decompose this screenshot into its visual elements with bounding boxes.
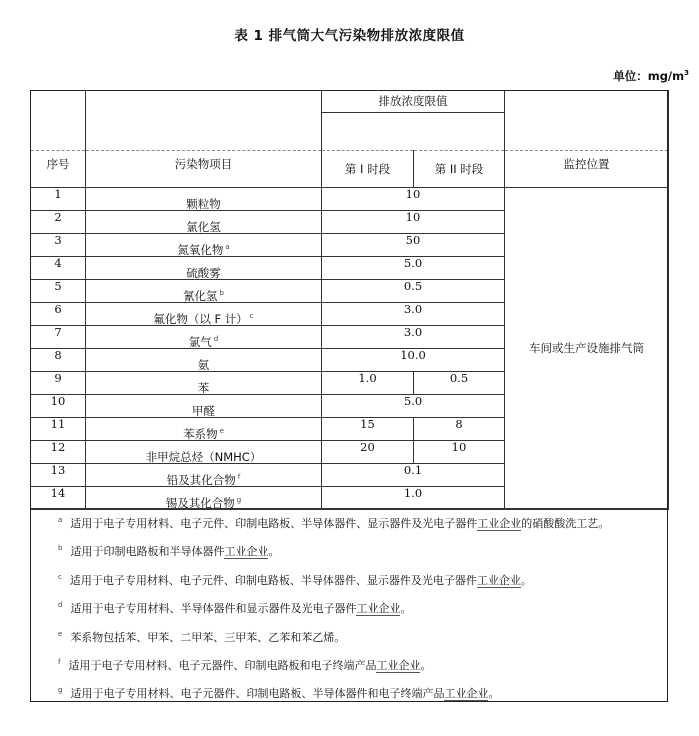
- row-pollutant-text: 氰化氢: [183, 288, 218, 303]
- footnote-tail: 。: [420, 659, 432, 672]
- row-limit-text: 8: [455, 416, 463, 431]
- footnote-mark: c: [58, 573, 62, 582]
- row-limit-text: 10: [451, 439, 467, 454]
- footnote-underlined: 工业企业: [356, 602, 401, 615]
- row-limit-text: 3.0: [403, 324, 423, 339]
- header-pollutant-text: 污染物项目: [174, 156, 233, 171]
- row-serial-text: 8: [54, 347, 62, 362]
- header-limit: 排放浓度限值: [322, 91, 505, 113]
- footnote-mark: c: [249, 311, 254, 320]
- footnote-mark: g: [236, 495, 242, 504]
- footnote-underlined: 工业企业: [476, 574, 521, 587]
- row-limit-text: 0.5: [403, 278, 423, 293]
- footnote-tail: 。: [400, 602, 412, 615]
- row-pollutant-text: 非甲烷总烃（NMHC）: [145, 449, 262, 464]
- footnote-mark: f: [58, 658, 61, 667]
- footnote-mark: b: [219, 288, 224, 297]
- footnote-mark: d: [58, 601, 63, 610]
- footnote-mark: d: [213, 334, 219, 343]
- row-serial-text: 7: [54, 324, 62, 339]
- header-period-1: 第 I 时段: [322, 151, 414, 188]
- row-pollutant-text: 苯系物: [183, 426, 218, 441]
- row-limit-text: 3.0: [403, 301, 423, 316]
- row-pollutant-text: 锡及其化合物: [165, 495, 235, 510]
- row-limit-text: 15: [360, 416, 375, 431]
- row-limit-text: 1.0: [403, 485, 423, 500]
- row-serial-text: 10: [50, 393, 66, 408]
- unit-text: 单位：mg/m: [613, 69, 685, 83]
- row-serial-text: 11: [50, 416, 66, 431]
- footnote-text: 适用于印制电路板和半导体器件: [70, 545, 225, 558]
- footnote-tail: 的硝酸酸洗工艺。: [521, 517, 610, 530]
- row-limit-text: 0.1: [403, 462, 423, 477]
- footnote-underlined: 工业企业: [477, 517, 522, 530]
- footnote-tail: 。: [488, 687, 500, 700]
- footnote-underlined: 工业企业: [376, 659, 421, 672]
- unit-power: 3: [684, 69, 689, 78]
- row-limit-text: 0.5: [449, 370, 469, 385]
- row-serial-text: 1: [54, 186, 62, 201]
- table-title: 表 1 排气筒大气污染物排放浓度限值: [234, 28, 465, 44]
- footnote-mark: g: [58, 686, 63, 695]
- footnote-text: 适用于电子专用材料、电子元件、印制电路板、半导体器件、显示器件及光电子器件: [70, 517, 478, 530]
- row-serial-text: 13: [50, 462, 66, 477]
- row-serial-text: 12: [50, 439, 66, 454]
- row-limit-text: 50: [405, 232, 421, 247]
- row-limit-text: 1.0: [358, 370, 377, 385]
- footnote-text: 适用于电子专用材料、半导体器件和显示器件及光电子器件: [70, 602, 357, 615]
- footnote-text: 苯系物包括苯、甲苯、二甲苯、三甲苯、乙苯和苯乙烯。: [70, 631, 346, 644]
- row-pollutant-text: 颗粒物: [186, 196, 221, 211]
- row-serial-text: 6: [54, 301, 62, 316]
- row-pollutant-text: 氟化物（以 F 计）: [153, 311, 248, 326]
- row-pollutant-text: 苯: [197, 380, 210, 395]
- table-frame: [30, 90, 668, 702]
- footnote-mark: e: [58, 630, 63, 639]
- monitor-location: 车间或生产设施排气筒: [505, 188, 669, 510]
- footnote-mark: f: [237, 472, 241, 481]
- row-serial-text: 2: [54, 209, 62, 224]
- footnote-text: 适用于电子专用材料、电子元件、印制电路板、半导体器件、显示器件及光电子器件: [69, 574, 477, 587]
- footnote-underlined: 工业企业: [224, 545, 269, 558]
- row-limit-text: 5.0: [403, 255, 423, 270]
- row-serial-text: 9: [54, 370, 62, 385]
- footnote-mark: b: [58, 544, 63, 553]
- row-pollutant-text: 氮氧化物: [177, 242, 224, 257]
- row-pollutant-text: 铅及其化合物: [166, 472, 236, 487]
- footnote-tail: 。: [520, 574, 532, 587]
- row-pollutant-text: 氨: [197, 357, 210, 372]
- row-limit-text: 10.0: [400, 347, 426, 362]
- row-serial-text: 4: [54, 255, 62, 270]
- row-limit-text: 10: [405, 209, 421, 224]
- unit-label: [613, 68, 689, 84]
- row-pollutant-text: 硫酸雾: [186, 265, 221, 280]
- footnote-underlined: 工业企业: [444, 687, 489, 700]
- footnote-text: 适用于电子专用材料、电子元器件、印制电路板和电子终端产品: [68, 659, 377, 672]
- header-period-2: 第 II 时段: [414, 151, 505, 188]
- footnote-text: 适用于电子专用材料、电子元器件、印制电路板、半导体器件和电子终端产品: [70, 687, 445, 700]
- row-serial-text: 5: [54, 278, 62, 293]
- row-pollutant-text: 氯气: [188, 334, 212, 349]
- footnote-mark: e: [219, 426, 224, 435]
- row-limit-text: 20: [360, 439, 375, 454]
- header-monitor-text: 监控位置: [563, 156, 610, 171]
- row-limit-text: 10: [405, 186, 421, 201]
- row-serial-text: 14: [50, 485, 66, 500]
- row-serial-text: 3: [54, 232, 62, 247]
- footnote-tail: 。: [268, 545, 280, 558]
- footnote-mark: a: [58, 516, 63, 525]
- footnote-mark: a: [225, 242, 230, 251]
- row-limit-text: 5.0: [403, 393, 423, 408]
- row-pollutant-text: 甲醛: [192, 403, 215, 418]
- header-serial-text: 序号: [46, 156, 70, 171]
- row-pollutant-text: 氯化氢: [186, 219, 221, 234]
